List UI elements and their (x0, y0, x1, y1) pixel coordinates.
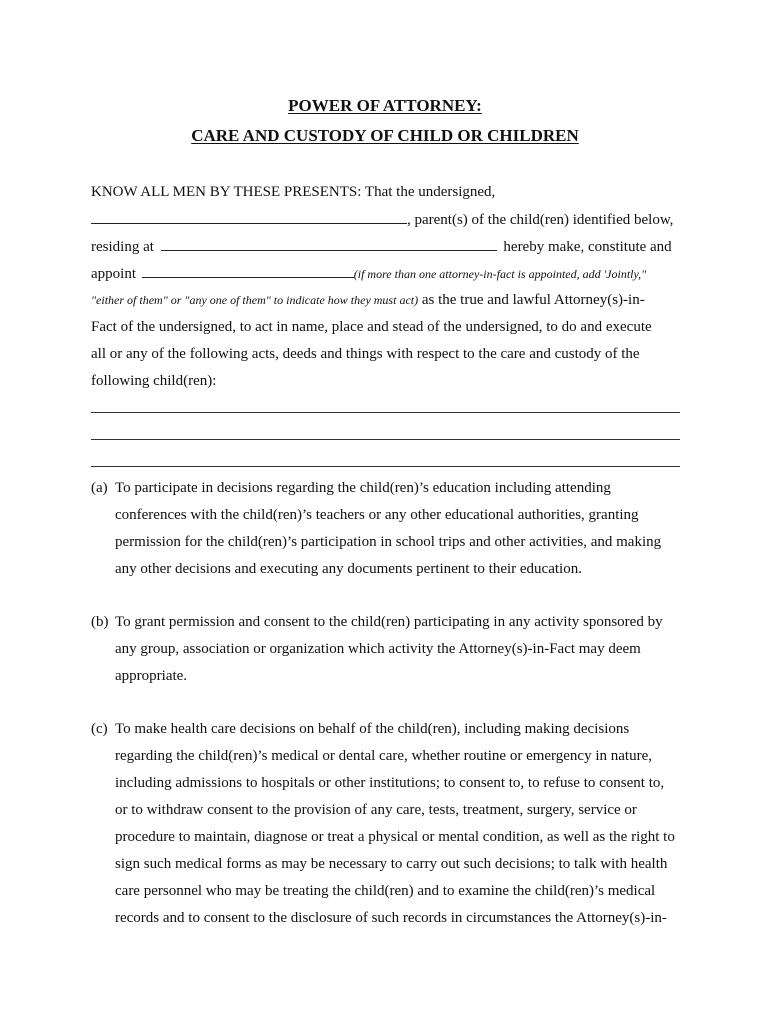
intro-line-8: following child(ren): (91, 373, 217, 389)
intro-line-2 (91, 210, 673, 229)
clause-a-line-2: conferences with the child(ren)’s teachers or any other educational authorities, granting (115, 507, 639, 523)
clause-b-label: (b) (91, 614, 109, 630)
document-subtitle: CARE AND CUSTODY OF CHILD OR CHILDREN (191, 126, 579, 145)
clause-a-line-4: any other decisions and executing any documents pertinent to their education. (115, 561, 582, 577)
clause-a-line-3: permission for the child(ren)’s participation in school trips and other activities, and making (115, 534, 662, 550)
child-name-line-2[interactable] (91, 439, 680, 440)
intro-line-5 (91, 291, 645, 309)
clause-c-line-3: including admissions to hospitals or other institutions; to consent to, to refuse to consent to, (115, 775, 665, 791)
child-name-line-1[interactable] (91, 412, 680, 413)
attorney-name-blank[interactable] (142, 264, 354, 278)
clause-c-line-5: procedure to maintain, diagnose or treat a physical or mental condition, as well as the right to (115, 829, 675, 845)
intro-line-7: all or any of the following acts, deeds and things with respect to the care and custody of the (91, 346, 640, 362)
parent-name-blank[interactable] (91, 210, 407, 224)
attorney-instruction-1: (if more than one attorney-in-fact is appointed, add 'Jointly," (353, 267, 647, 281)
intro-line-5-text: as the true and lawful Attorney(s)-in- (418, 292, 645, 308)
document-title: POWER OF ATTORNEY: (288, 96, 482, 115)
clause-c-label: (c) (91, 721, 108, 737)
clause-b-line-3: appropriate. (115, 668, 188, 684)
clause-c-line-1 (91, 720, 629, 738)
clause-b-line-1 (91, 613, 663, 631)
appoint-label: appoint (91, 266, 136, 282)
clause-c-text-1: To make health care decisions on behalf of the child(ren), including making decisions (115, 721, 630, 737)
child-name-line-3[interactable] (91, 466, 680, 467)
intro-line-4 (91, 264, 646, 283)
residing-label: residing at (91, 239, 154, 255)
clause-a-line-1 (91, 479, 611, 497)
intro-line-1: KNOW ALL MEN BY THESE PRESENTS: That the undersigned, (91, 184, 496, 200)
clause-c-line-2: regarding the child(ren)’s medical or dental care, whether routine or emergency in nature, (115, 748, 652, 764)
residence-blank[interactable] (161, 237, 497, 251)
intro-line-3 (91, 237, 672, 256)
clause-a-label: (a) (91, 480, 108, 496)
clause-c-line-7: care personnel who may be treating the child(ren) and to examine the child(ren)’s medical (115, 883, 656, 899)
clause-c-line-8: records and to consent to the disclosure of such records in circumstances the Attorney(s)-in- (115, 910, 667, 926)
intro-line-6: Fact of the undersigned, to act in name, place and stead of the undersigned, to do and execute (91, 319, 652, 335)
intro-line-2-text: , parent(s) of the child(ren) identified below, (407, 212, 674, 228)
clause-c-line-4: or to withdraw consent to the provision of any care, tests, treatment, surgery, service or (115, 802, 637, 818)
intro-line-3-text: hereby make, constitute and (503, 239, 672, 255)
attorney-instruction-2: "either of them" or "any one of them" to indicate how they must act) (91, 293, 419, 307)
clause-b-text-1: To grant permission and consent to the child(ren) participating in any activity sponsored by (115, 614, 663, 630)
clause-b-line-2: any group, association or organization which activity the Attorney(s)-in-Fact may deem (115, 641, 641, 657)
clause-c-line-6: sign such medical forms as may be necessary to carry out such decisions; to talk with health (115, 856, 668, 872)
clause-a-text-1: To participate in decisions regarding the child(ren)’s education including attending (115, 480, 611, 496)
